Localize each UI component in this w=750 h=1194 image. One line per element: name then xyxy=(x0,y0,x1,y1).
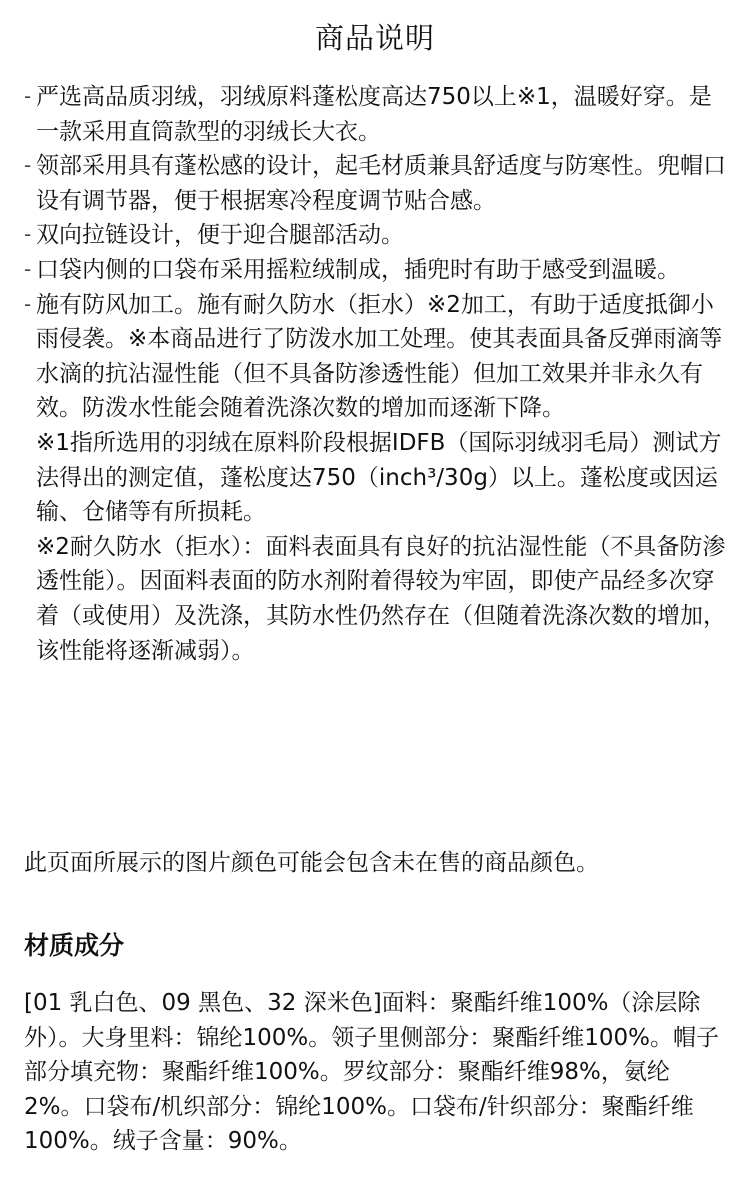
description-item-2: - 领部采用具有蓬松感的设计，起毛材质兼具舒适度与防寒性。兜帽口设有调节器，便于根据寒冷程度调节贴合感。 xyxy=(24,149,734,218)
description-item-5: - 施有防风加工。施有耐久防水（拒水）※2加工，有助于适度抵御小雨侵袭。※本商品进行了防泼水加工处理。使其表面具备反弹雨滴等水滴的抗沾湿性能（但不具备防渗透性能）但加工效果并非永久有效。防泼水性能会随着洗涤次数的增加而逐渐下降。 xyxy=(24,288,734,426)
material-heading: 材质成分 xyxy=(24,931,125,960)
color-disclaimer: 此页面所展示的图片颜色可能会包含未在售的商品颜色。 xyxy=(24,850,599,876)
footnote-1: ※1指所选用的羽绒在原料阶段根据IDFB（国际羽绒羽毛局）测试方法得出的测定值，蓬松度达750（inch³/30g）以上。蓬松度或因运输、仓储等有所损耗。 xyxy=(36,429,722,526)
material-composition-text: [01 乳白色、09 黑色、32 深米色]面料：聚酯纤维100%（涂层除外）。大身里料：锦纶100%。领子里侧部分：聚酯纤维100%。帽子部分填充物：聚酯纤维100%。罗纹部分：聚酯纤维98%，氨纶2%。口袋布/机织部分：锦纶100%。口袋布/针织部分：聚酯纤维100%。绒子含量：90%。 xyxy=(24,990,720,1155)
footnote-2: ※2耐久防水（拒水）：面料表面具有良好的抗沾湿性能（不具备防渗透性能）。因面料表面的防水剂附着得较为牢固，即使产品经多次穿着（或使用）及洗涤，其防水性仍然存在（但随着洗涤次数的增加，该性能将逐渐减弱）。 xyxy=(36,533,726,664)
description-item-3: - 双向拉链设计，便于迎合腿部活动。 xyxy=(24,218,734,253)
description-item-1: - 严选高品质羽绒，羽绒原料蓬松度高达750以上※1，温暖好穿。是一款采用直筒款型的羽绒长大衣。 xyxy=(24,80,734,149)
page-title: 商品说明 xyxy=(314,21,435,55)
description-list xyxy=(24,80,734,668)
description-item-4: - 口袋内侧的口袋布采用摇粒绒制成，插兜时有助于感受到温暖。 xyxy=(24,253,734,288)
